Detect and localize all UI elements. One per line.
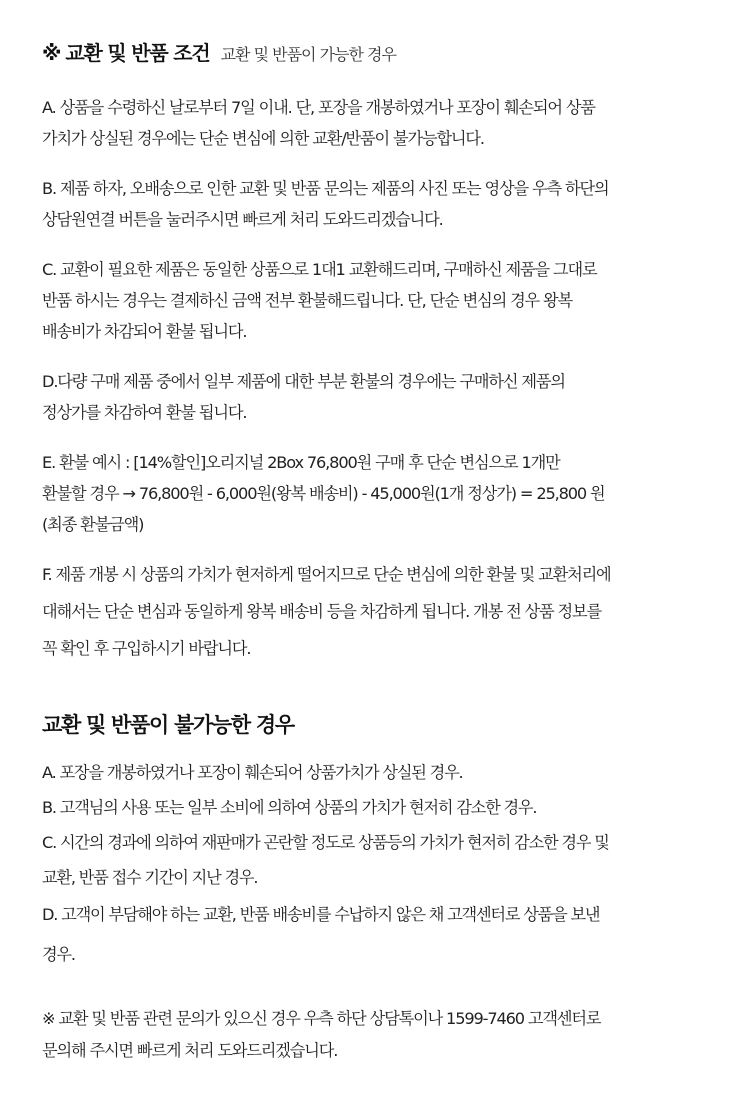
- not-allowed-title: 교환 및 반품이 불가능한 경우: [42, 713, 294, 737]
- not-allowed-item-a: [42, 755, 704, 790]
- not-allowed-item-d: [42, 895, 704, 975]
- paragraph-line: 환불할 경우 → 76,800원 - 6,000원(왕복 배송비) - 45,000원(1개 정상가) = 25,800 원: [42, 484, 605, 503]
- paragraph-line: (최종 환불금액): [42, 515, 144, 534]
- paragraph-line: D.다량 구매 제품 중에서 일부 제품에 대한 부분 환불의 경우에는 구매하신 제품의: [42, 372, 565, 391]
- not-allowed-list: [42, 755, 704, 975]
- list-item-line: 교환, 반품 접수 기간이 지난 경우.: [42, 868, 258, 887]
- condition-paragraph-f: [42, 556, 704, 667]
- list-item-line: 경우.: [42, 945, 75, 964]
- paragraph-line: 배송비가 차감되어 환불 됩니다.: [42, 322, 247, 341]
- contact-footnote: [42, 1003, 704, 1067]
- footnote-line: 문의해 주시면 빠르게 처리 도와드리겠습니다.: [42, 1041, 338, 1060]
- not-allowed-item-b: [42, 790, 704, 825]
- not-allowed-item-c: [42, 825, 704, 895]
- paragraph-line: B. 제품 하자, 오배송으로 인한 교환 및 반품 문의는 제품의 사진 또는 영상을 우측 하단의: [42, 179, 609, 198]
- conditions-heading: [42, 38, 704, 70]
- paragraph-line: E. 환불 예시 : [14%할인]오리지널 2Box 76,800원 구매 후 단순 변심으로 1개만: [42, 453, 560, 472]
- paragraph-line: 꼭 확인 후 구입하시기 바랍니다.: [42, 639, 251, 658]
- paragraph-line: 가치가 상실된 경우에는 단순 변심에 의한 교환/반품이 불가능합니다.: [42, 129, 484, 148]
- conditions-paragraphs: [42, 92, 704, 667]
- list-item-line: D. 고객이 부담해야 하는 교환, 반품 배송비를 수납하지 않은 채 고객센터로 상품을 보낸: [42, 905, 600, 924]
- paragraph-line: 대해서는 단순 변심과 동일하게 왕복 배송비 등을 차감하게 됩니다. 개봉 전 상품 정보를: [42, 602, 601, 621]
- footnote-line: ※ 교환 및 반품 관련 문의가 있으신 경우 우측 하단 상담톡이나 1599-7460 고객센터로: [42, 1009, 601, 1028]
- paragraph-line: 정상가를 차감하여 환불 됩니다.: [42, 403, 247, 422]
- paragraph-line: 상담원연결 버튼을 눌러주시면 빠르게 처리 도와드리겠습니다.: [42, 210, 443, 229]
- list-item-line: B. 고객님의 사용 또는 일부 소비에 의하여 상품의 가치가 현저히 감소한 경우.: [42, 798, 537, 817]
- conditions-title-mark: ※: [42, 41, 61, 65]
- paragraph-line: C. 교환이 필요한 제품은 동일한 상품으로 1대1 교환해드리며, 구매하신 제품을 그대로: [42, 260, 597, 279]
- condition-paragraph-d: [42, 366, 704, 428]
- paragraph-line: A. 상품을 수령하신 날로부터 7일 이내. 단, 포장을 개봉하였거나 포장이 훼손되어 상품: [42, 98, 595, 117]
- condition-paragraph-c: [42, 254, 704, 347]
- condition-paragraph-a: [42, 92, 704, 154]
- list-item-line: C. 시간의 경과에 의하여 재판매가 곤란할 정도로 상품등의 가치가 현저히 감소한 경우 및: [42, 833, 609, 852]
- paragraph-line: F. 제품 개봉 시 상품의 가치가 현저하게 떨어지므로 단순 변심에 의한 환불 및 교환처리에: [42, 565, 611, 584]
- list-item-line: A. 포장을 개봉하였거나 포장이 훼손되어 상품가치가 상실된 경우.: [42, 763, 463, 782]
- condition-paragraph-e: [42, 447, 704, 540]
- conditions-subtitle: 교환 및 반품이 가능한 경우: [220, 45, 396, 64]
- conditions-title: 교환 및 반품 조건: [65, 41, 210, 65]
- paragraph-line: 반품 하시는 경우는 결제하신 금액 전부 환불해드립니다. 단, 단순 변심의 경우 왕복: [42, 291, 573, 310]
- condition-paragraph-b: [42, 173, 704, 235]
